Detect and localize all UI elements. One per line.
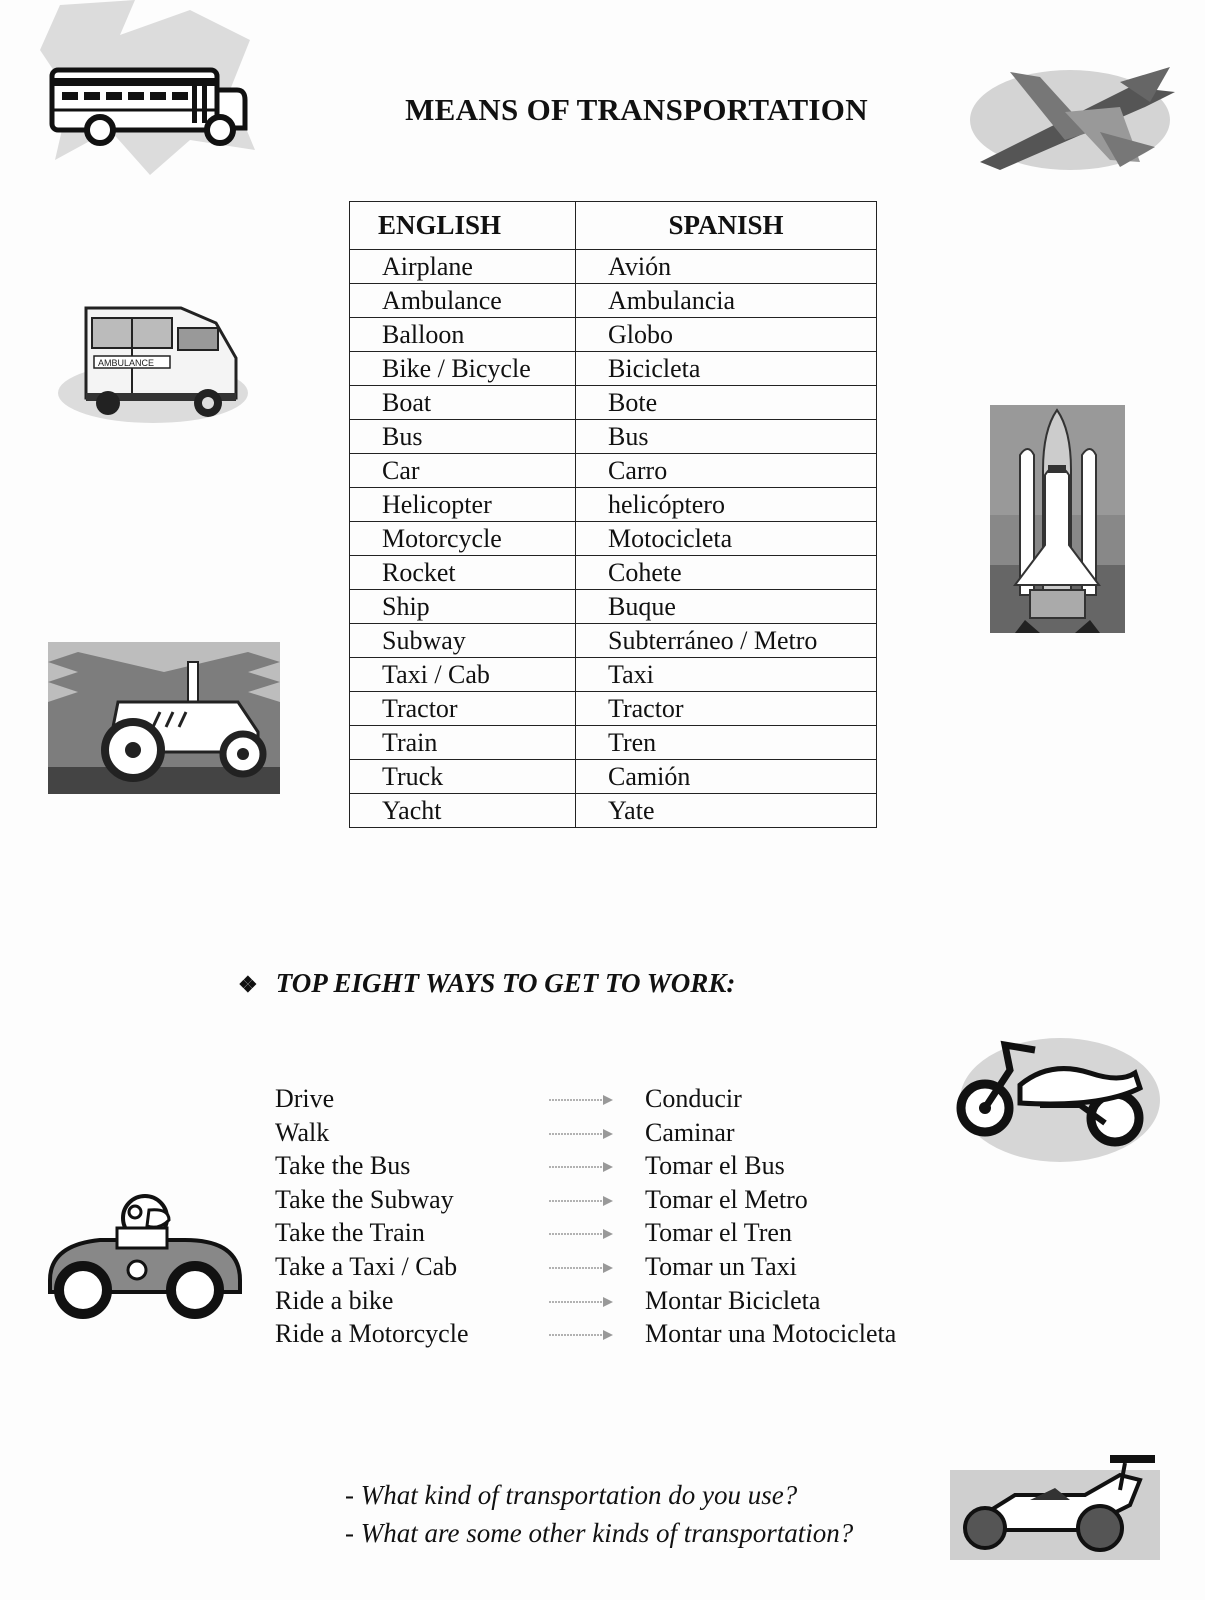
spanish-cell: Taxi bbox=[576, 658, 877, 692]
arrow-right-icon bbox=[547, 1218, 617, 1248]
tractor-icon bbox=[48, 642, 280, 794]
english-cell: Bike / Bicycle bbox=[350, 352, 576, 386]
english-cell: Tractor bbox=[350, 692, 576, 726]
way-english: Take the Bus bbox=[275, 1151, 411, 1181]
spanish-cell: helicóptero bbox=[576, 488, 877, 522]
spanish-cell: Bote bbox=[576, 386, 877, 420]
way-english: Ride a Motorcycle bbox=[275, 1319, 469, 1349]
table-row bbox=[350, 556, 877, 590]
spanish-cell: Subterráneo / Metro bbox=[576, 624, 877, 658]
list-item bbox=[275, 1317, 975, 1351]
spanish-cell: Globo bbox=[576, 318, 877, 352]
english-cell: Truck bbox=[350, 760, 576, 794]
motorcycle-icon bbox=[955, 1030, 1160, 1162]
section-heading bbox=[238, 968, 735, 999]
arrow-right-icon bbox=[547, 1084, 617, 1114]
arrow-right-icon bbox=[547, 1319, 617, 1349]
question-1: - What kind of transportation do you use? bbox=[345, 1480, 798, 1510]
english-cell: Yacht bbox=[350, 794, 576, 828]
spanish-cell: Tren bbox=[576, 726, 877, 760]
english-cell: Ambulance bbox=[350, 284, 576, 318]
list-item bbox=[275, 1183, 975, 1217]
table-row bbox=[350, 420, 877, 454]
diamond-bullet-icon: ❖ bbox=[238, 972, 258, 997]
english-cell: Taxi / Cab bbox=[350, 658, 576, 692]
english-cell: Rocket bbox=[350, 556, 576, 590]
spanish-cell: Yate bbox=[576, 794, 877, 828]
way-spanish: Tomar el Tren bbox=[645, 1218, 792, 1248]
way-spanish: Caminar bbox=[645, 1117, 735, 1147]
spanish-cell: Ambulancia bbox=[576, 284, 877, 318]
arrow-right-icon bbox=[547, 1185, 617, 1215]
way-spanish: Montar una Motocicleta bbox=[645, 1319, 897, 1349]
list-item bbox=[275, 1149, 975, 1183]
spanish-cell: Bus bbox=[576, 420, 877, 454]
table-row bbox=[350, 658, 877, 692]
section-heading-text: TOP EIGHT WAYS TO GET TO WORK: bbox=[275, 968, 736, 998]
english-cell: Bus bbox=[350, 420, 576, 454]
page-title: MEANS OF TRANSPORTATION bbox=[405, 92, 868, 127]
ambulance-icon bbox=[58, 298, 248, 428]
ways-to-work-list bbox=[275, 1082, 975, 1351]
table-row bbox=[350, 250, 877, 284]
english-cell: Motorcycle bbox=[350, 522, 576, 556]
list-item bbox=[275, 1284, 975, 1318]
english-cell: Train bbox=[350, 726, 576, 760]
table-row bbox=[350, 352, 877, 386]
arrow-right-icon bbox=[547, 1286, 617, 1316]
spanish-cell: Motocicleta bbox=[576, 522, 877, 556]
way-spanish: Tomar un Taxi bbox=[645, 1251, 797, 1281]
way-english: Drive bbox=[275, 1084, 335, 1113]
discussion-questions bbox=[345, 1476, 853, 1552]
spanish-cell: Avión bbox=[576, 250, 877, 284]
spanish-cell: Cohete bbox=[576, 556, 877, 590]
vocabulary-table-body bbox=[350, 250, 877, 828]
way-spanish: Tomar el Metro bbox=[645, 1184, 808, 1214]
english-cell: Boat bbox=[350, 386, 576, 420]
table-row bbox=[350, 454, 877, 488]
school-bus-icon bbox=[40, 0, 255, 175]
way-english: Ride a bike bbox=[275, 1285, 394, 1315]
column-header-spanish: SPANISH bbox=[576, 202, 877, 250]
spanish-cell: Carro bbox=[576, 454, 877, 488]
ambulance-text: AMBULANCE bbox=[98, 358, 155, 368]
way-english: Take the Subway bbox=[275, 1184, 454, 1214]
list-item bbox=[275, 1116, 975, 1150]
table-row bbox=[350, 590, 877, 624]
english-cell: Ship bbox=[350, 590, 576, 624]
english-cell: Balloon bbox=[350, 318, 576, 352]
table-header-row bbox=[350, 202, 877, 250]
table-row bbox=[350, 760, 877, 794]
spanish-cell: Camión bbox=[576, 760, 877, 794]
formula-car-icon bbox=[950, 1450, 1160, 1560]
table-row bbox=[350, 794, 877, 828]
way-english: Walk bbox=[275, 1117, 330, 1147]
english-cell: Car bbox=[350, 454, 576, 488]
table-row bbox=[350, 318, 877, 352]
way-spanish: Conducir bbox=[645, 1084, 742, 1113]
table-row bbox=[350, 726, 877, 760]
spanish-cell: Buque bbox=[576, 590, 877, 624]
column-header-english: ENGLISH bbox=[350, 202, 576, 250]
arrow-right-icon bbox=[547, 1118, 617, 1148]
english-cell: Helicopter bbox=[350, 488, 576, 522]
spanish-cell: Tractor bbox=[576, 692, 877, 726]
question-2: - What are some other kinds of transportation? bbox=[345, 1518, 854, 1548]
way-english: Take a Taxi / Cab bbox=[275, 1251, 458, 1281]
list-item bbox=[275, 1250, 975, 1284]
table-row bbox=[350, 692, 877, 726]
english-cell: Subway bbox=[350, 624, 576, 658]
way-spanish: Tomar el Bus bbox=[645, 1151, 785, 1181]
rocket-icon bbox=[990, 405, 1125, 633]
way-spanish: Montar Bicicleta bbox=[645, 1285, 821, 1315]
english-cell: Airplane bbox=[350, 250, 576, 284]
table-row bbox=[350, 386, 877, 420]
race-car-icon bbox=[45, 1190, 245, 1320]
table-row bbox=[350, 522, 877, 556]
arrow-right-icon bbox=[547, 1252, 617, 1282]
vocabulary-table bbox=[349, 201, 877, 828]
spanish-cell: Bicicleta bbox=[576, 352, 877, 386]
table-row bbox=[350, 284, 877, 318]
way-english: Take the Train bbox=[275, 1218, 425, 1248]
table-row bbox=[350, 624, 877, 658]
list-item bbox=[275, 1082, 975, 1116]
table-row bbox=[350, 488, 877, 522]
list-item bbox=[275, 1216, 975, 1250]
arrow-right-icon bbox=[547, 1151, 617, 1181]
